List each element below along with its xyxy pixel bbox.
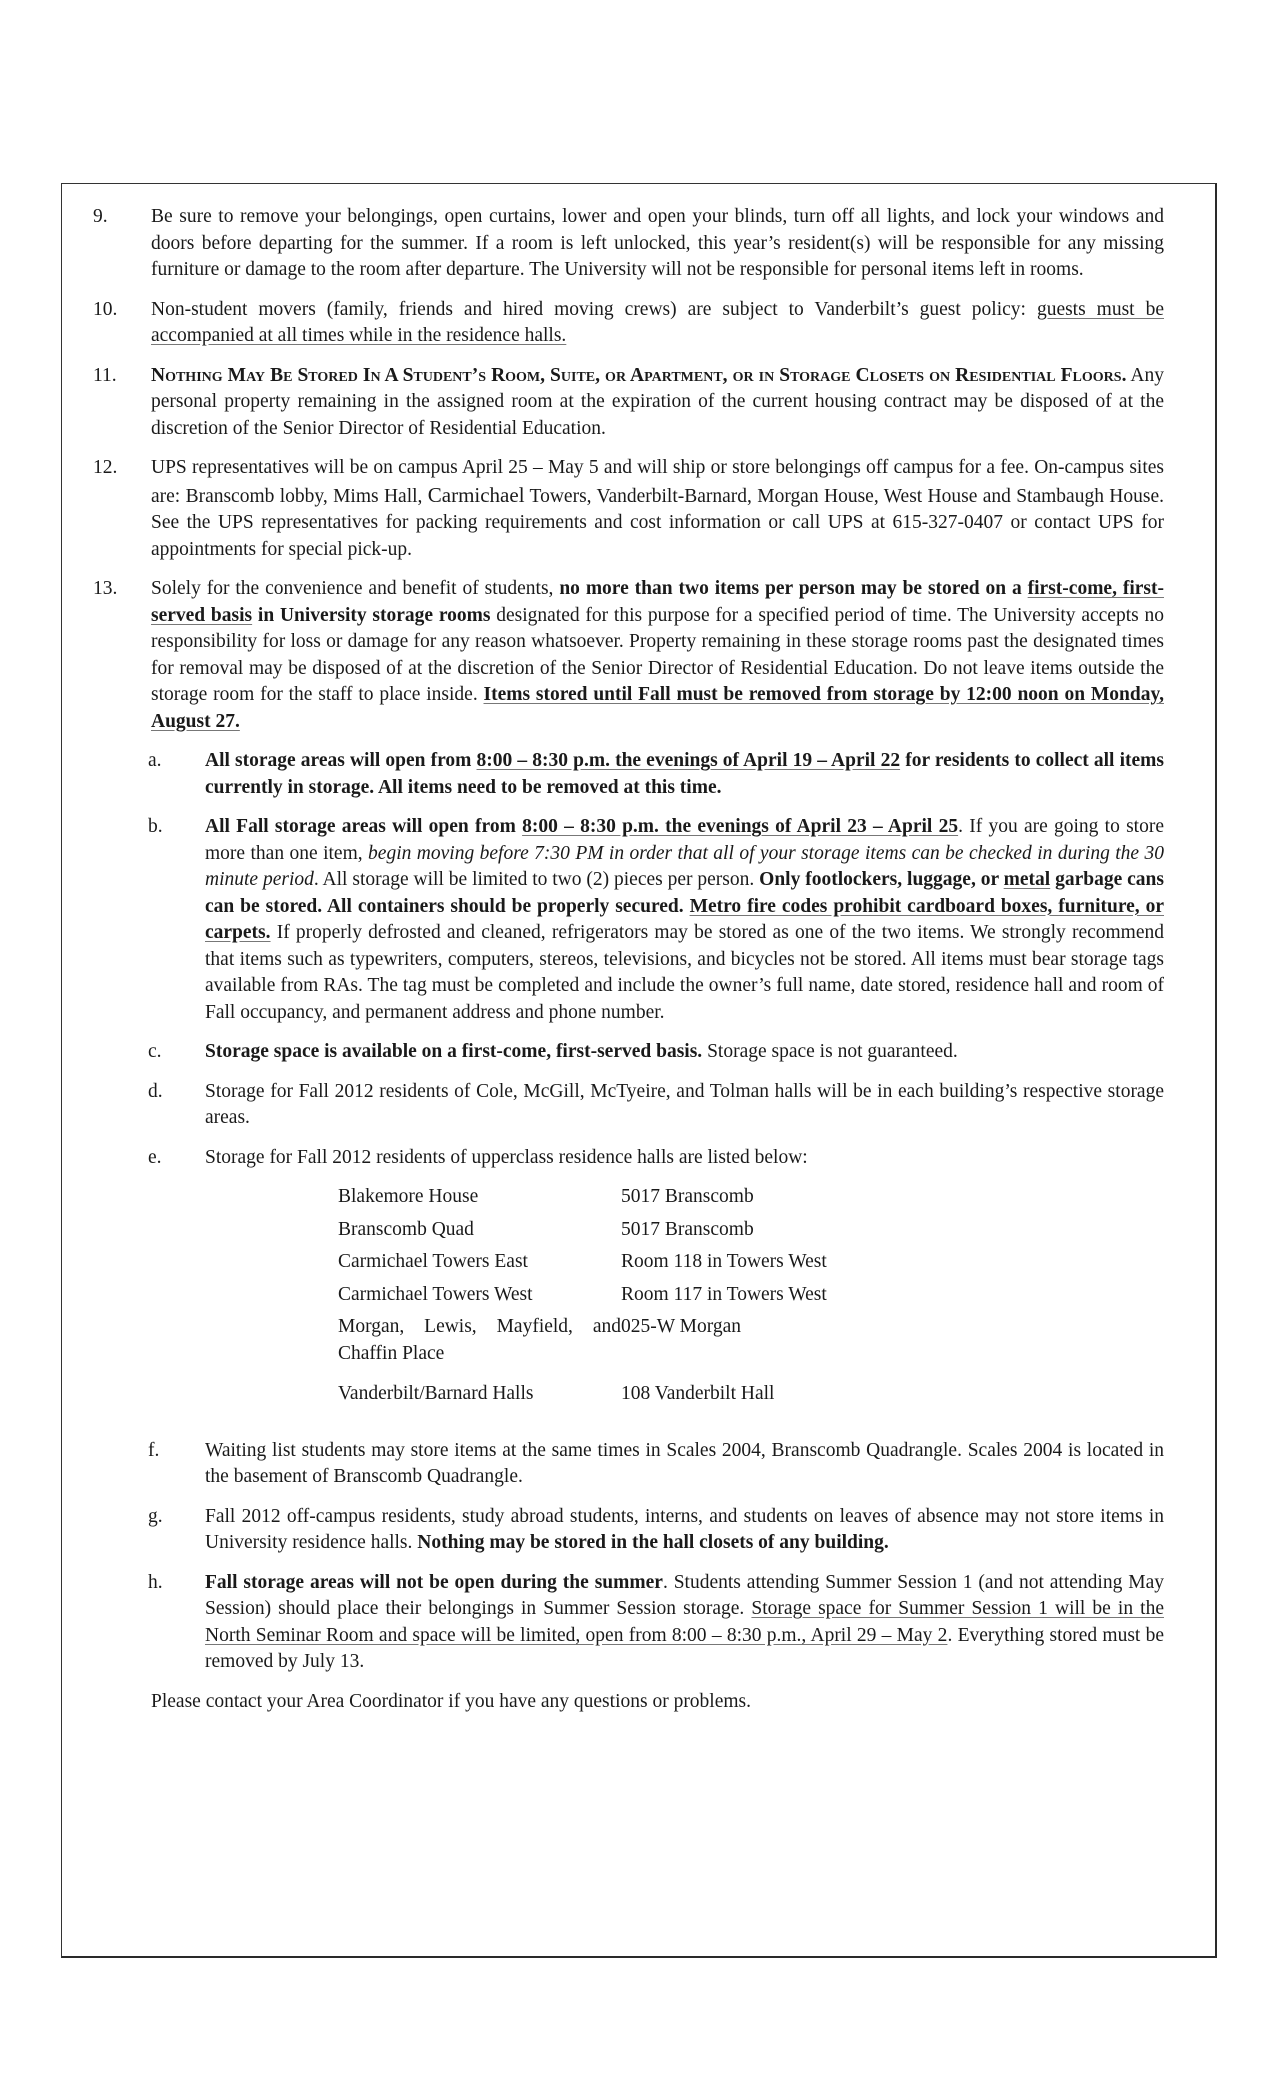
list-item-10 [93, 297, 1164, 350]
guest-policy-underlined: guests must be accompanied at all times while in the residence halls. [151, 298, 1164, 346]
sub-item-f [148, 1438, 1164, 1491]
table-row [338, 1282, 827, 1315]
table-row [338, 1249, 827, 1282]
item-text: Be sure to remove your belongings, open curtains, lower and open your blinds, turn off all lights, and lock your windows and doors before departing for the summer. If a room is left unlocked, this year’s resident(s) will be responsible for any missing furniture or damage to the room after departure. The University will not be responsible for personal items left in rooms. [151, 206, 1164, 280]
item-bold-underlined: first-come, first-served basis [151, 578, 1164, 626]
document-content [93, 204, 1164, 1715]
item-number: 13. [93, 578, 118, 599]
sub-item-h [148, 1570, 1164, 1676]
hall-name: Morgan, Lewis, Mayfield, and Chaffin Place [338, 1316, 621, 1364]
hall-name: Vanderbilt/Barnard Halls [338, 1383, 534, 1404]
item-text: designated for this purpose for a specified period of time. The University accepts no responsibility for loss or damage for any reason whatsoever. Property remaining in these storage rooms past the designated times for removal may be disposed of at the discretion of the Senior Director of Residential Education. Do not leave items outside the storage room for the staff to place inside. [151, 604, 1164, 705]
item-text: Towers, Vanderbilt-Barnard, Morgan House, West House and Stambaugh House. See the UPS representatives for packing requirements and cost information or call UPS at 615-327-0407 or contact UPS for appointments for special pick-up. [151, 485, 1164, 560]
item-bold: All Fall storage areas will open from [205, 816, 523, 837]
storage-location: Room 118 in Towers West [621, 1251, 827, 1272]
list-item-11 [93, 363, 1164, 443]
item-bold: no more than two items per person may be stored on a [559, 578, 1028, 599]
item-text: Fall 2012 off-campus residents, study abroad students, interns, and students on leaves of absence may not store items in University residence halls. [205, 1505, 1164, 1553]
list-item-12 [93, 455, 1164, 563]
item-bold: Storage space is available on a first-come, first-served basis. [205, 1041, 703, 1062]
item-bold-underlined: 8:00 – 8:30 p.m. the evenings of April 23 – April 25 [522, 816, 959, 837]
item-italic: begin moving before 7:30 PM in order that all of your storage items can be checked in during the 30 minute period [205, 842, 1164, 890]
sub-item-a [148, 748, 1164, 801]
fall-removal-deadline: Items stored until Fall must be removed from storage by 12:00 noon on Monday, August 27. [151, 684, 1164, 732]
item-bold: garbage cans can be stored. All containers should be properly secured. [205, 869, 1164, 917]
item-number: 12. [93, 457, 118, 478]
item-text: . Students attending Summer Session 1 (and not attending May Session) should place their belongings in Summer Session storage. [205, 1571, 1164, 1619]
sub-item-letter: e. [148, 1146, 162, 1168]
hall-name: Blakemore House [338, 1186, 479, 1207]
table-row [338, 1184, 827, 1217]
item-text: Non-student movers (family, friends and hired moving crews) are subject to Vanderbilt’s guest policy: [151, 298, 1037, 320]
sub-item-letter: c. [148, 1041, 162, 1062]
item-bold-underlined: metal [1003, 869, 1051, 890]
storage-location: 5017 Branscomb [621, 1218, 754, 1240]
list-item-13 [93, 576, 1164, 735]
item-bold: Fall storage areas will not be open during the summer [205, 1571, 663, 1593]
item-bold: in University storage rooms [252, 604, 491, 626]
item-text: Storage for Fall 2012 residents of Cole, McGill, McTyeire, and Tolman halls will be in each building’s respective storage areas. [205, 1080, 1164, 1128]
item-bold-underlined: 8:00 – 8:30 p.m. the evenings of April 19 – April 22 [476, 750, 901, 771]
sub-item-b [148, 814, 1164, 1026]
sub-item-letter: a. [148, 750, 162, 771]
item-bold: for residents to collect all items currently in storage. All items need to be removed at this time. [205, 750, 1164, 798]
fire-code-warning: Metro fire codes prohibit cardboard boxes, furniture, or carpets. [205, 895, 1164, 943]
item-text: Storage for Fall 2012 residents of upperclass residence halls are listed below: [205, 1146, 808, 1168]
item-text: Solely for the convenience and benefit of students, [151, 578, 560, 599]
item-text: Storage space is not guaranteed. [702, 1041, 958, 1062]
item-number: 9. [93, 206, 108, 227]
closing-note: Please contact your Area Coordinator if you have any questions or problems. [151, 1690, 752, 1712]
sub-item-d [148, 1079, 1164, 1132]
hall-name: Carmichael Towers East [338, 1251, 528, 1272]
item-text: Waiting list students may store items at the same times in Scales 2004, Branscomb Quadrangle. Scales 2004 is located in the basement of Branscomb Quadrangle. [205, 1439, 1164, 1487]
sub-item-c [148, 1039, 1164, 1066]
item-text: . Everything stored must be removed by July 13. [205, 1624, 1164, 1672]
item-bold: Only footlockers, luggage, or [759, 869, 1004, 890]
storage-location: 025-W Morgan [621, 1316, 742, 1337]
item-text: . All storage will be limited to two (2) pieces per person. [313, 869, 760, 890]
item-text-large: Carmichael [427, 482, 525, 507]
sub-item-e [148, 1145, 1164, 1172]
item-text: If properly defrosted and cleaned, refrigerators may be stored as one of the two items. We strongly recommend that items such as typewriters, computers, stereos, televisions, and bicycles not be stored. All items must bear storage tags available from RAs. The tag must be completed and include the owner’s full name, date stored, residence hall and room of Fall occupancy, and permanent address and phone number. [205, 922, 1164, 1023]
storage-location: Room 117 in Towers West [621, 1283, 827, 1305]
item-bold: Nothing may be stored in the hall closets of any building. [417, 1532, 889, 1553]
summer-storage-underlined: Storage space for Summer Session 1 will be in the North Seminar Room and space will be limited, open from 8:00 – 8:30 p.m., April 29 – May 2 [205, 1598, 1164, 1646]
sub-item-letter: g. [148, 1505, 163, 1527]
table-row [338, 1314, 827, 1381]
sub-item-letter: f. [148, 1439, 160, 1461]
item-text: Any personal property remaining in the assigned room at the expiration of the current housing contract may be disposed of at the discretion of the Senior Director of Residential Education. [151, 364, 1164, 439]
item-bold: All storage areas will open from [205, 750, 477, 771]
item-text: . If you are going to store more than one item, [205, 816, 1164, 864]
item-number: 10. [93, 298, 118, 320]
sub-item-g [148, 1504, 1164, 1557]
sub-item-letter: h. [148, 1571, 163, 1593]
hall-name: Carmichael Towers West [338, 1283, 533, 1305]
storage-locations-table [338, 1184, 827, 1414]
item-heading: Nothing May Be Stored In A Student’s Room, Suite, or Apartment, or in Storage Closets on Residential Floors. [151, 364, 1127, 386]
table-row [338, 1217, 827, 1250]
storage-location: 108 Vanderbilt Hall [621, 1383, 775, 1404]
storage-location: 5017 Branscomb [621, 1186, 754, 1207]
list-item-9 [93, 204, 1164, 284]
sub-item-letter: d. [148, 1080, 163, 1102]
item-number: 11. [93, 364, 117, 386]
table-row [338, 1381, 827, 1414]
sub-item-letter: b. [148, 816, 163, 837]
item-text: UPS representatives will be on campus April 25 – May 5 and will ship or store belongings off campus for a fee. On-campus sites are: Branscomb lobby, Mims Hall, [151, 457, 1164, 507]
hall-name: Branscomb Quad [338, 1218, 474, 1240]
